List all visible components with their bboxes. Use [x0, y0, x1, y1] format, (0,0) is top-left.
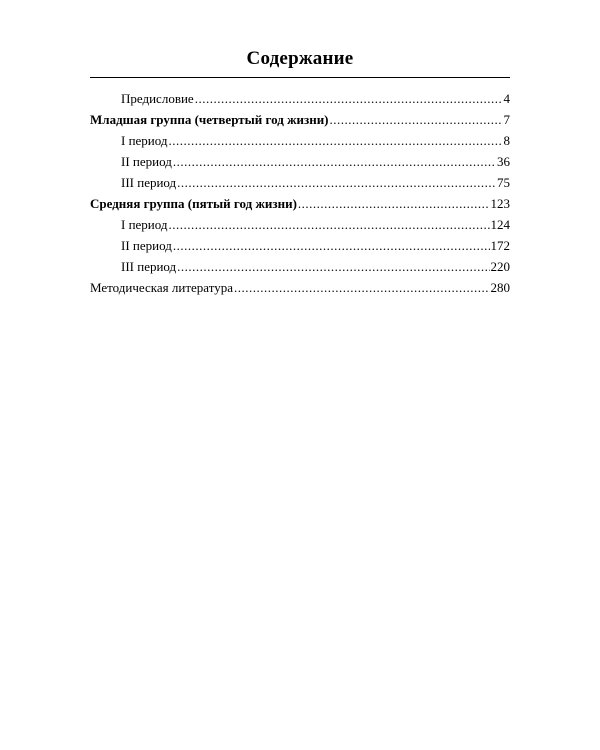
toc-entry-label: III период	[121, 175, 177, 190]
toc-entry-middle-period-2[interactable]	[90, 235, 510, 256]
toc-dot-leader	[177, 172, 496, 193]
page-title: Содержание	[246, 48, 354, 69]
toc-page-number: 75	[497, 175, 510, 190]
toc-entry-label: Младшая группа (четвертый год жизни)	[90, 112, 329, 127]
toc-dot-leader	[195, 88, 503, 109]
toc-entry-label: I период	[121, 133, 168, 148]
toc-page-number: 36	[497, 154, 510, 169]
toc-dot-leader	[173, 151, 496, 172]
toc-page-number: 4	[503, 91, 510, 106]
toc-entry-label: Средняя группа (пятый год жизни)	[90, 196, 297, 211]
toc-dot-leader	[330, 109, 503, 130]
toc-entry-label: II период	[121, 154, 172, 169]
toc-page-number: 123	[490, 196, 510, 211]
toc-page-number: 172	[490, 238, 510, 253]
toc-entry-label: Методическая литература	[90, 280, 233, 295]
toc-entry-preface[interactable]	[90, 88, 510, 109]
toc-entry-label: III период	[121, 259, 177, 274]
toc-entry-label: I период	[121, 217, 168, 232]
toc-entry-label: Предисловие	[121, 91, 194, 106]
title-divider	[90, 77, 510, 78]
toc-entry-junior-period-1[interactable]	[90, 130, 510, 151]
toc-entry-methodical-literature[interactable]	[90, 277, 510, 298]
toc-dot-leader	[169, 214, 490, 235]
toc-dot-leader	[169, 130, 503, 151]
toc-page-number: 124	[490, 217, 510, 232]
toc-entry-label: II период	[121, 238, 172, 253]
toc-page-number: 280	[490, 280, 510, 295]
toc-entry-middle-group[interactable]	[90, 193, 510, 214]
toc-entry-junior-group[interactable]	[90, 109, 510, 130]
toc-dot-leader	[234, 277, 490, 298]
toc-entry-junior-period-3[interactable]	[90, 172, 510, 193]
toc-page-number: 220	[490, 259, 510, 274]
toc-page-number: 8	[503, 133, 510, 148]
table-of-contents	[90, 88, 510, 298]
toc-entry-middle-period-3[interactable]	[90, 256, 510, 277]
toc-entry-middle-period-1[interactable]	[90, 214, 510, 235]
toc-page-number: 7	[503, 112, 510, 127]
toc-dot-leader	[177, 256, 489, 277]
toc-dot-leader	[173, 235, 490, 256]
toc-entry-junior-period-2[interactable]	[90, 151, 510, 172]
toc-dot-leader	[298, 193, 490, 214]
